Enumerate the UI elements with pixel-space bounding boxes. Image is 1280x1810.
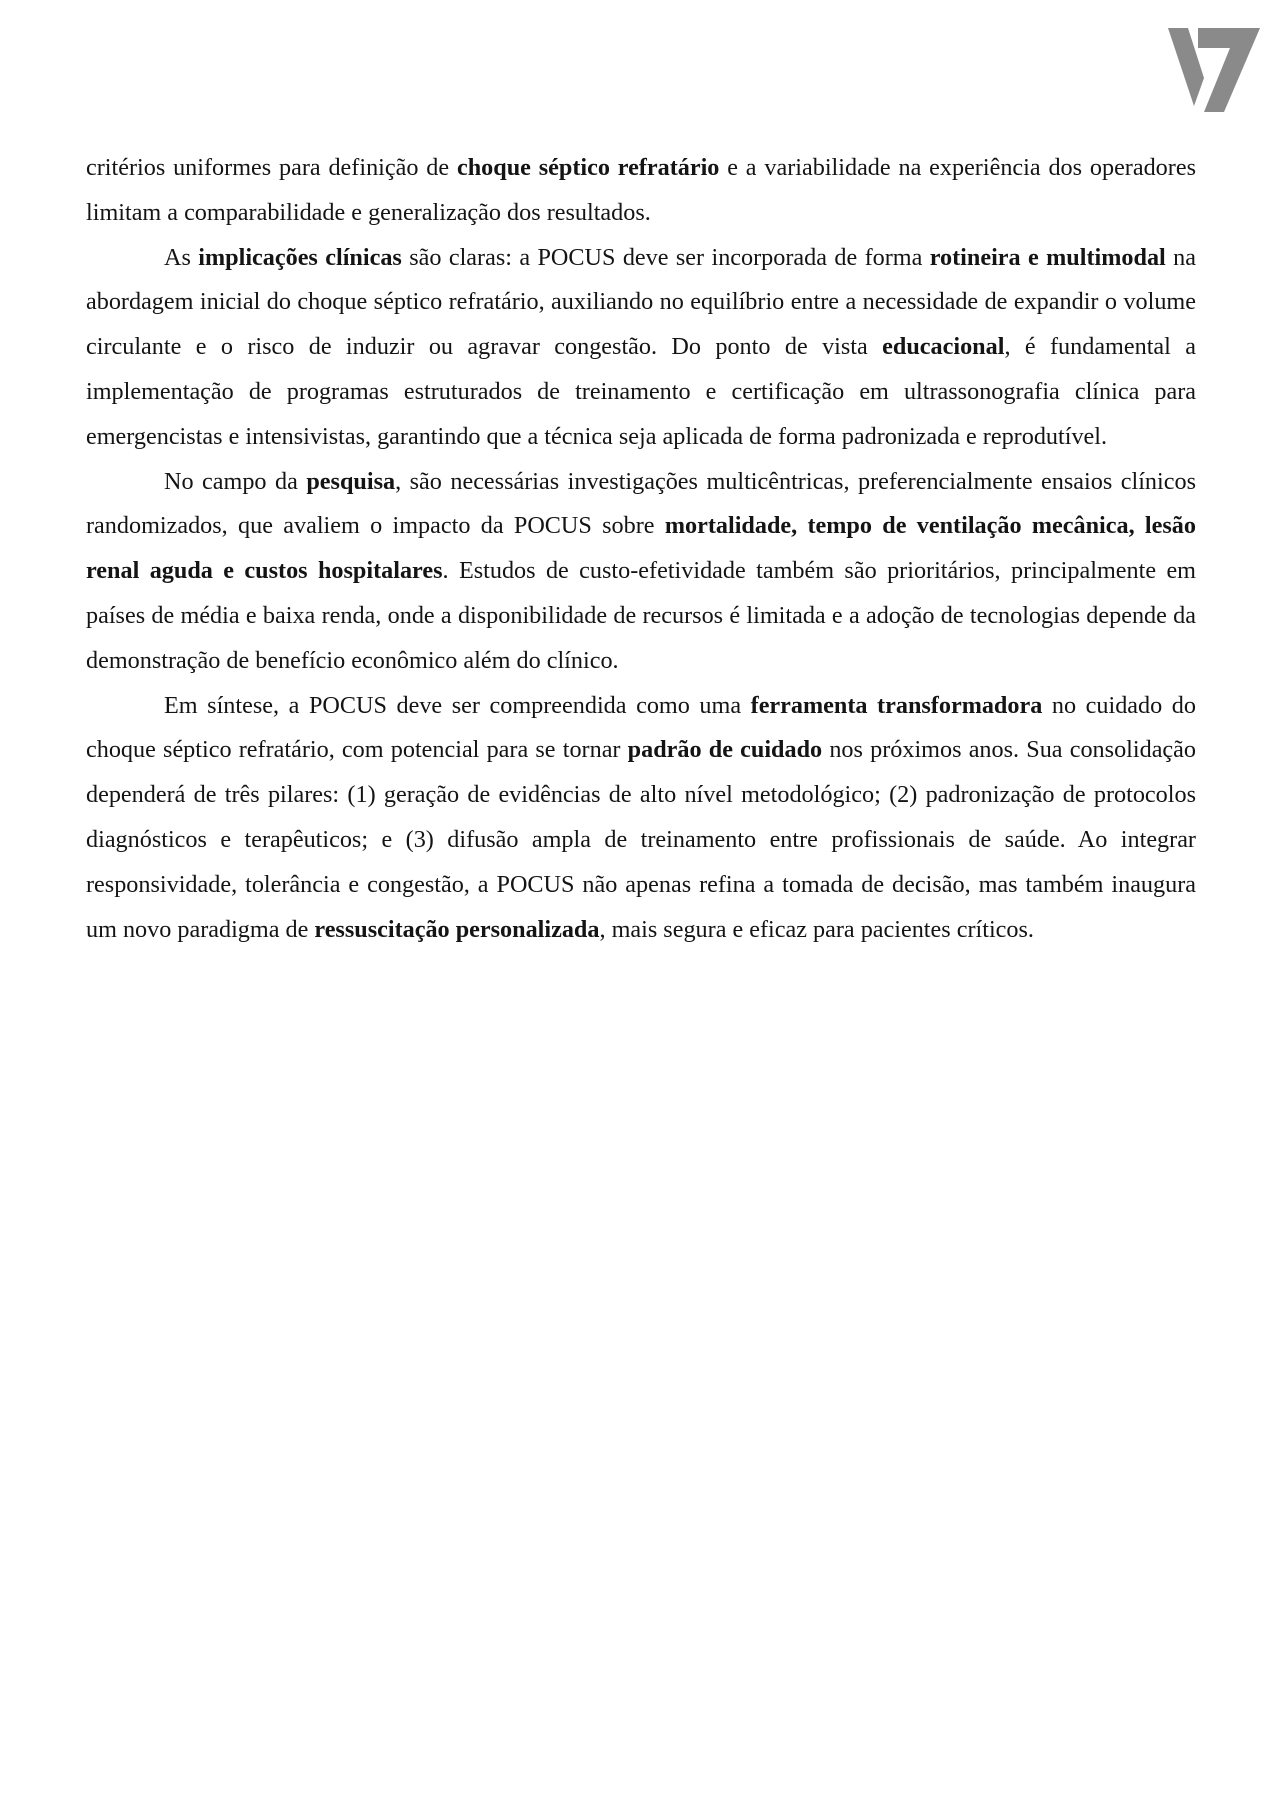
document-body (86, 146, 1196, 952)
paragraph (86, 236, 1196, 460)
text-span: no cuidado do choque séptico refratário, com potencial para se tornar (86, 691, 1196, 764)
bold-term: pesquisa (306, 467, 396, 495)
text-span: As (164, 243, 199, 271)
text-span: , mais segura e eficaz para pacientes críticos. (599, 915, 1034, 943)
v7-logo-icon (1168, 28, 1260, 112)
text-span: critérios uniformes para definição de (86, 154, 457, 181)
bold-term: mortalidade, tempo de ventilação mecânica, lesão renal aguda e custos hospitalares (86, 512, 1196, 585)
text-span: e a variabilidade na experiência dos operadores limitam a comparabilidade e generalização dos resultados. (86, 154, 1196, 226)
paragraph (86, 460, 1196, 684)
text-span: , são necessárias investigações multicêntricas, preferencialmente ensaios clínicos randomizados, que avaliem o impacto da POCUS sobre (86, 467, 1196, 540)
bold-term: educacional (882, 333, 1005, 361)
bold-term: ressuscitação personalizada (314, 915, 600, 943)
text-span: . Estudos de custo-efetividade também são prioritários, principalmente em países de média e baixa renda, onde a disponibilidade de recursos é limitada e a adoção de tecnologias depende da demonstração de benefício econômico além do clínico. (86, 557, 1196, 674)
text-span: na abordagem inicial do choque séptico refratário, auxiliando no equilíbrio entre a necessidade de expandir o volume circulante e o risco de induzir ou agravar congestão. Do ponto de vista (86, 243, 1196, 361)
bold-term: ferramenta transformadora (750, 691, 1043, 719)
text-span: são claras: a POCUS deve ser incorporada de forma (401, 243, 930, 271)
bold-term: rotineira e multimodal (929, 243, 1166, 271)
text-span: , é fundamental a implementação de programas estruturados de treinamento e certificação em ultrassonografia clínica para emergencistas e intensivistas, garantindo que a técnica seja aplicada de forma padronizada e reprodutível. (86, 333, 1196, 450)
text-span: Em síntese, a POCUS deve ser compreendida como uma (164, 691, 751, 719)
bold-term: implicações clínicas (198, 243, 402, 271)
text-span: nos próximos anos. Sua consolidação dependerá de três pilares: (1) geração de evidências de alto nível metodológico; (2) padronização de protocolos diagnósticos e terapêuticos; e (3) difusão ampla de treinamento entre profissionais de saúde. Ao integrar responsividade, tolerância e congestão, a POCUS não apenas refina a tomada de decisão, mas também inaugura um novo paradigma de (86, 736, 1196, 943)
bold-term: choque séptico refratário (456, 154, 720, 181)
text-span: No campo da (164, 467, 307, 495)
bold-term: padrão de cuidado (627, 736, 823, 764)
paragraph (86, 146, 1196, 236)
paragraph (86, 684, 1196, 953)
